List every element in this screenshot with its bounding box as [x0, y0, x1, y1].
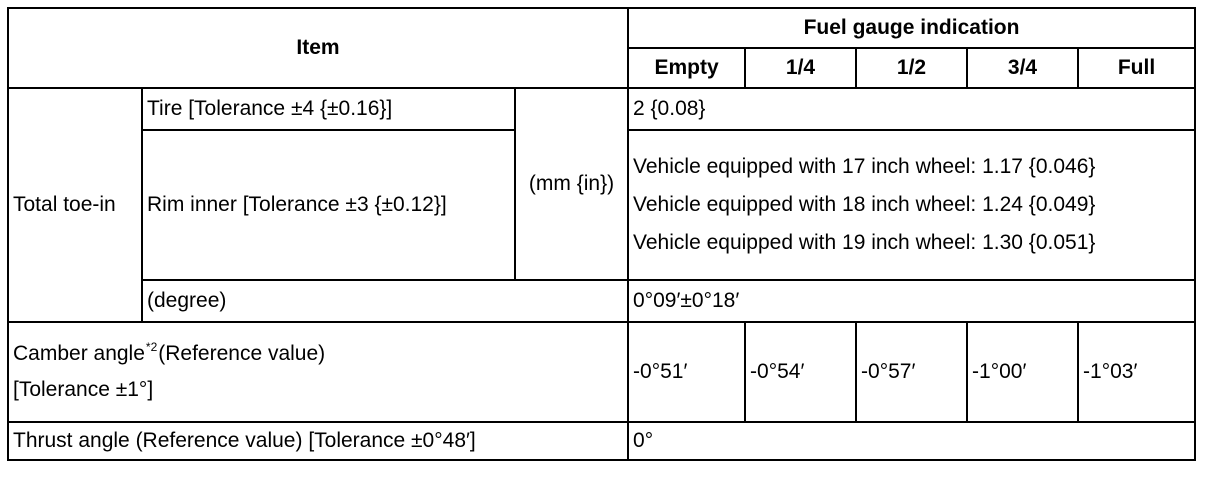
- camber-value-quarter: -0°54′: [745, 322, 856, 422]
- camber-label-prefix: Camber angle: [13, 342, 145, 365]
- rim-value-19-inch: Vehicle equipped with 19 inch wheel: 1.30 {0.051}: [633, 231, 1096, 254]
- camber-note-ref: *2: [145, 340, 158, 354]
- thrust-angle-label: Thrust angle (Reference value) [Tolerance ±0°48′]: [8, 422, 628, 460]
- rim-inner-label: Rim inner [Tolerance ±3 {±0.12}]: [142, 130, 515, 280]
- camber-label-line: [13, 336, 623, 372]
- item-header: Item: [8, 8, 628, 88]
- degree-label: (degree): [142, 280, 628, 322]
- alignment-spec-table: [7, 7, 1196, 461]
- camber-value-three-quarter: -1°00′: [967, 322, 1078, 422]
- level-header-full: Full: [1078, 48, 1195, 88]
- thrust-angle-value: 0°: [628, 422, 1195, 460]
- tire-label: Tire [Tolerance ±4 {±0.16}]: [142, 88, 515, 130]
- rim-value-18-inch: Vehicle equipped with 18 inch wheel: 1.24 {0.049}: [633, 193, 1096, 216]
- camber-value-empty: -0°51′: [628, 322, 745, 422]
- total-toe-in-label: Total toe-in: [8, 88, 142, 322]
- degree-value: 0°09′±0°18′: [628, 280, 1195, 322]
- level-header-three-quarter: 3/4: [967, 48, 1078, 88]
- toe-in-unit: (mm {in}): [515, 88, 628, 280]
- camber-angle-label: [8, 322, 628, 422]
- level-header-half: 1/2: [856, 48, 967, 88]
- level-header-empty: Empty: [628, 48, 745, 88]
- camber-value-half: -0°57′: [856, 322, 967, 422]
- rim-inner-values: [628, 130, 1195, 280]
- tire-value: 2 {0.08}: [628, 88, 1195, 130]
- camber-tolerance: [Tolerance ±1°]: [13, 378, 154, 401]
- level-header-quarter: 1/4: [745, 48, 856, 88]
- camber-value-full: -1°03′: [1078, 322, 1195, 422]
- camber-label-suffix: (Reference value): [158, 342, 326, 365]
- fuel-gauge-header: Fuel gauge indication: [628, 8, 1195, 48]
- rim-value-17-inch: Vehicle equipped with 17 inch wheel: 1.17 {0.046}: [633, 155, 1096, 178]
